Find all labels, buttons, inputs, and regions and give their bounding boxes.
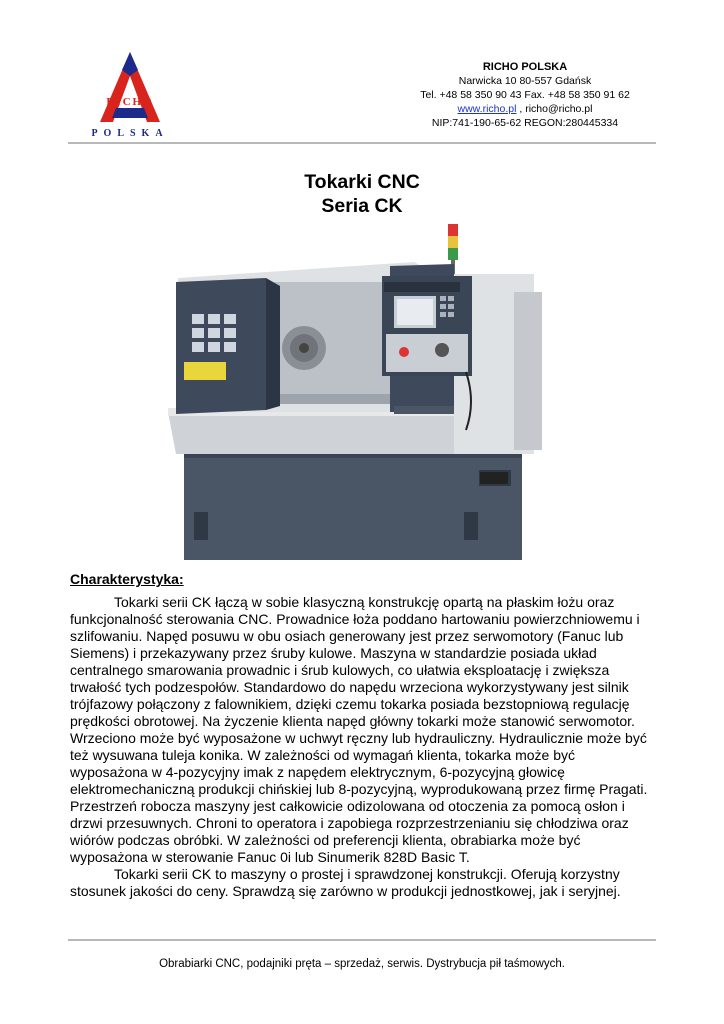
header-divider [68,142,656,144]
signal-light-red [448,224,458,236]
company-ids: NIP:741-190-65-62 REGON:280445334 [431,117,619,129]
footer-divider [68,939,656,941]
page-title [0,170,724,218]
richo-polska-logo [80,48,180,140]
paragraph-2: Tokarki serii CK to maszyny o prostej i sprawdzonej konstrukcji. Oferują korzystny stosunek jakości do ceny. Sprawdzą się zarówno w produkcji jednostkowej, jak i seryjnej. [70,866,621,899]
website-link[interactable]: www.richo.pl [457,103,517,115]
footer-text: Obrabiarki CNC, podajniki pręta – sprzedaż, serwis. Dystrybucja pił taśmowych. [159,958,565,970]
section-body [70,594,656,900]
signal-light-yellow [448,236,458,248]
company-phones: Tel. +48 58 350 90 43 Fax. +48 58 350 91 62 [420,89,630,101]
cnc-lathe-image [154,222,570,568]
logo-text-richo: RICHO [106,96,154,108]
warning-label [184,362,226,380]
section-heading: Charakterystyka: [70,571,184,587]
company-contact [390,102,660,116]
company-address: Narwicka 10 80-557 Gdańsk [458,75,592,87]
emergency-stop [399,347,409,357]
title-line-1: Tokarki CNC [304,171,420,193]
logo-text-polska: POLSKA [91,128,169,139]
signal-light-green [448,248,458,260]
company-name: RICHO POLSKA [482,61,568,73]
paragraph-1: Tokarki serii CK łączą w sobie klasyczną konstrukcję opartą na płaskim łożu oraz funkcjonalność sterowania CNC. Prowadnice łoża poddano hartowaniu powierzchniowemu i szlifowaniu. Napęd posuwu w obu osiach generowany jest przez serwomotory (Fanuc lub Siemens) i przekazywany przez śruby kulowe. Maszyna w standardzie posiada układ centralnego smarowania prowadnic i śrub kulowych, co ułatwia eksploatację i zwiększa trwałość tych podzespołów. Standardowo do napędu wrzeciona wykorzystywany jest silnik trójfazowy połączony z falownikiem, dzięki czemu tokarka posiada bezstopniową regulację prędkości obrotowej. Na życzenie klienta napęd główny tokarki może stanowić serwomotor. Wrzeciono może być wyposażone w uchwyt ręczny lub hydrauliczny. Hydraulicznie może być też wysuwana tuleja konika. W zależności od wymagań klienta, tokarka może być wyposażona w 4-pozycyjny imak z napędem elektrycznym, 6-pozycyjną głowicę elektromechaniczną produkcji chińskiej lub 8-pozycyjną, wyprodukowaną przez firmę Pragati. Przestrzeń robocza maszyny jest całkowicie odizolowana od otoczenia za pomocą osłon i drzwi przesuwnych. Chroni to operatora i zapobiega rozprzestrzenianiu się chłodziwa oraz wiórów podczas obróbki. W zależności od preferencji klienta, obrabiarka może być wyposażona w sterowanie Fanuc 0i lub Sinumerik 828D Basic T. [70,594,648,865]
company-email[interactable]: richo@richo.pl [525,103,593,115]
title-line-2: Seria CK [321,195,403,217]
contact-separator: , [516,103,526,115]
company-info [390,60,660,130]
